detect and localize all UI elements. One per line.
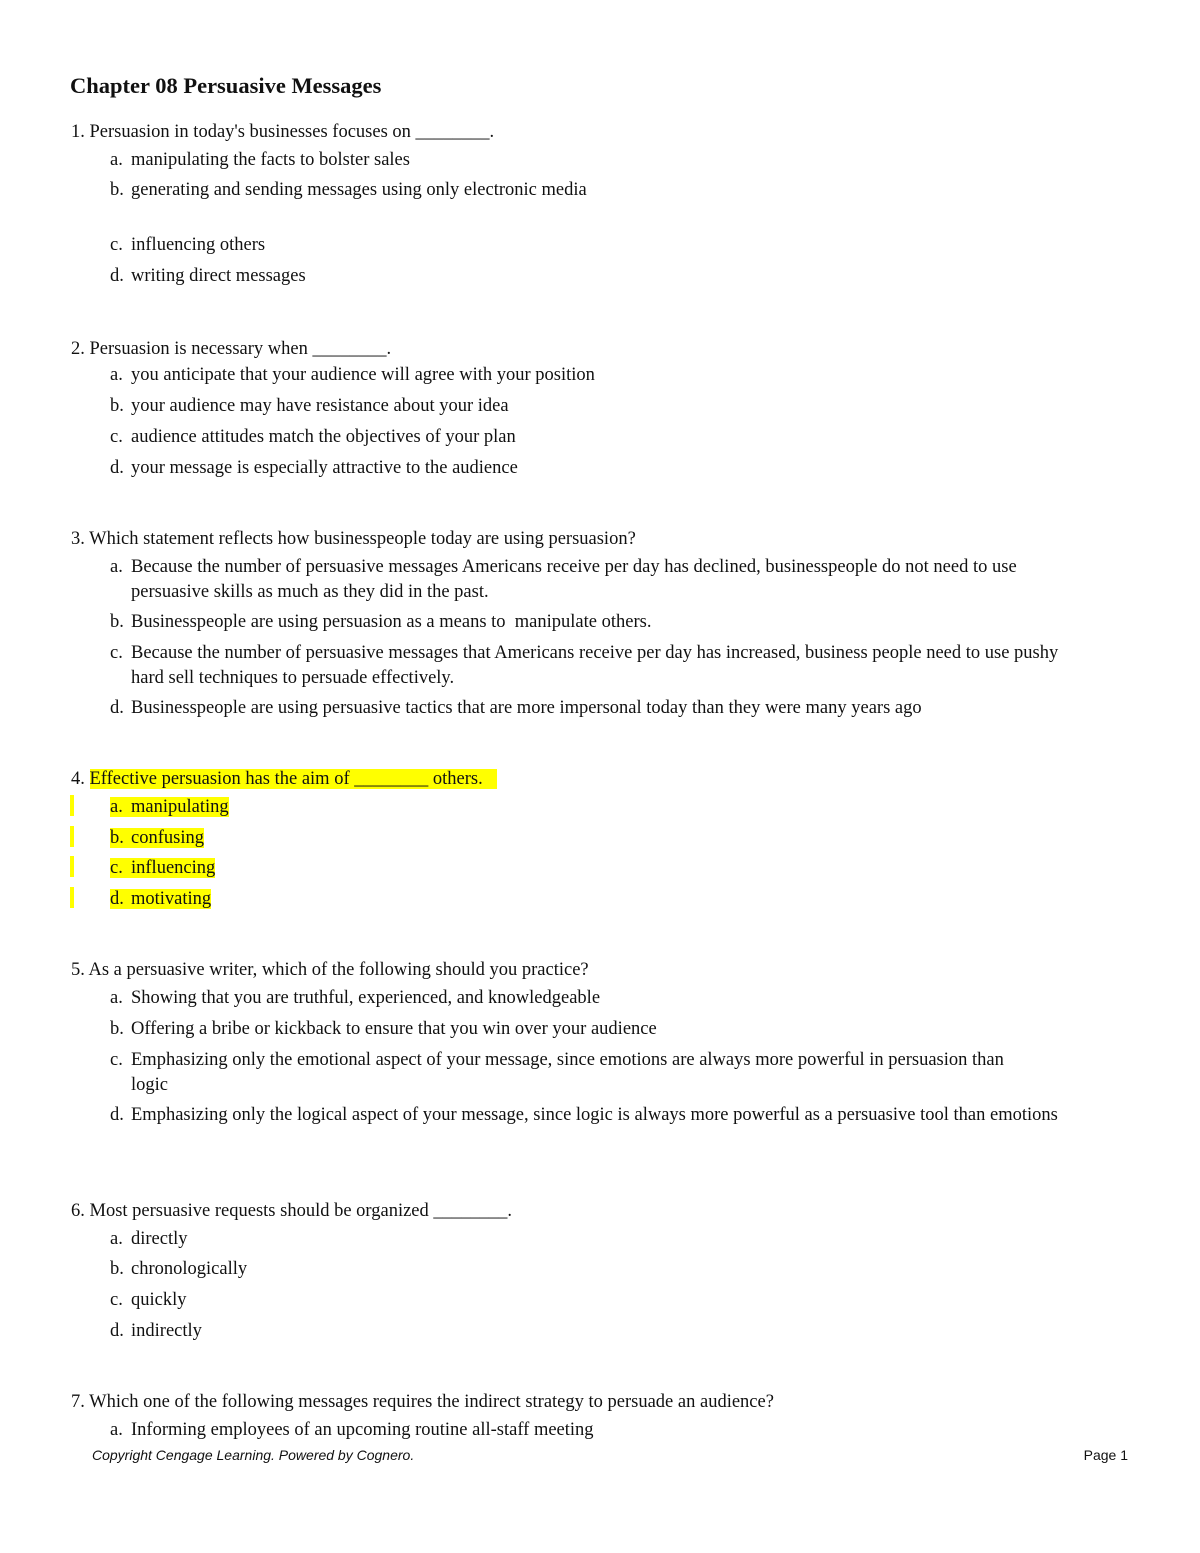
question-2-option-b <box>110 394 1110 419</box>
question-4-option-b <box>110 826 1110 851</box>
option-text: your message is especially attractive to the audience <box>131 458 518 478</box>
question-6-stem: 6. Most persuasive requests should be organized ________. <box>71 1201 513 1221</box>
option-label: b. <box>110 1019 124 1039</box>
option-label: a. <box>110 988 123 1008</box>
question-4-option-c <box>110 856 1110 881</box>
question-4-option-a <box>110 795 1110 820</box>
question-4-option-d <box>110 887 1110 912</box>
option-label: d. <box>110 889 124 909</box>
option-label: a. <box>110 1420 123 1440</box>
question-4-stem <box>71 767 497 791</box>
option-text: writing direct messages <box>131 266 306 286</box>
option-text: confusing <box>131 828 204 848</box>
question-6-option-d <box>110 1319 1110 1344</box>
option-text: audience attitudes match the objectives of your plan <box>131 427 516 447</box>
highlight-bar <box>70 856 74 877</box>
question-5-option-c <box>110 1048 1110 1097</box>
question-5-option-a <box>110 986 1110 1011</box>
question-7-stem: 7. Which one of the following messages requires the indirect strategy to persuade an audience? <box>71 1392 774 1412</box>
question-6-option-a <box>110 1227 1110 1252</box>
option-label: b. <box>110 180 124 200</box>
option-text: Businesspeople are using persuasive tactics that are more impersonal today than they were many years ago <box>131 698 922 718</box>
option-label: b. <box>110 1259 124 1279</box>
option-label: d. <box>110 266 124 286</box>
option-label: d. <box>110 458 124 478</box>
question-5-option-d <box>110 1103 1110 1128</box>
question-6-option-c <box>110 1288 1110 1313</box>
option-label: c. <box>110 1290 123 1310</box>
option-label: b. <box>110 612 124 632</box>
option-text: Showing that you are truthful, experienced, and knowledgeable <box>131 988 601 1008</box>
highlighted-stem: Effective persuasion has the aim of ________ others. <box>90 769 497 789</box>
option-text: manipulating the facts to bolster sales <box>131 150 410 170</box>
option-label: a. <box>110 557 123 577</box>
highlighted-option <box>110 858 215 878</box>
option-label: c. <box>110 427 123 447</box>
question-6-option-b <box>110 1257 1110 1282</box>
option-text: directly <box>131 1229 188 1249</box>
question-3-option-d <box>110 696 1110 721</box>
question-2-option-a <box>110 363 1110 388</box>
highlighted-option <box>110 889 211 909</box>
option-label: a. <box>110 797 123 817</box>
option-text: generating and sending messages using only electronic media <box>131 180 587 200</box>
page-title: Chapter 08 Persuasive Messages <box>70 73 382 98</box>
option-label: c. <box>110 1050 123 1070</box>
question-3-option-a <box>110 555 1110 604</box>
option-label: b. <box>110 396 124 416</box>
question-3-option-c <box>110 641 1110 690</box>
option-label: a. <box>110 365 123 385</box>
option-text: manipulating <box>131 797 229 817</box>
question-2-option-d <box>110 456 1110 481</box>
option-label: c. <box>110 235 123 255</box>
question-3-option-b <box>110 610 1110 635</box>
option-label: d. <box>110 1105 124 1125</box>
question-5-option-b <box>110 1017 1110 1042</box>
option-text: Emphasizing only the emotional aspect of your message, since emotions are always more powerful in persuasion than logic <box>131 1050 1004 1095</box>
option-text: Because the number of persuasive messages that Americans receive per day has increased, business people need to use pushy hard sell techniques to persuade effectively. <box>131 643 1059 688</box>
question-number: 4. <box>71 769 85 789</box>
option-text: chronologically <box>131 1259 248 1279</box>
option-text: your audience may have resistance about your idea <box>131 396 509 416</box>
option-label: a. <box>110 150 123 170</box>
option-text: Informing employees of an upcoming routine all-staff meeting <box>131 1420 594 1440</box>
option-text: Businesspeople are using persuasion as a means to manipulate others. <box>131 612 652 632</box>
question-3-stem: 3. Which statement reflects how businesspeople today are using persuasion? <box>71 529 636 549</box>
option-text: Offering a bribe or kickback to ensure that you win over your audience <box>131 1019 657 1039</box>
highlight-bar <box>70 795 74 816</box>
option-label: d. <box>110 698 124 718</box>
option-text: influencing <box>131 858 216 878</box>
page-number: Page 1 <box>1083 1447 1128 1463</box>
question-1-option-a <box>110 148 1110 173</box>
highlight-bar <box>70 826 74 847</box>
question-2-option-c <box>110 425 1110 450</box>
highlighted-option <box>110 828 204 848</box>
option-text: motivating <box>131 889 212 909</box>
option-text: Because the number of persuasive messages Americans receive per day has declined, businesspeople do not need to use persuasive skills as much as they did in the past. <box>131 557 1017 602</box>
question-7-option-a <box>110 1418 1110 1443</box>
question-5-stem: 5. As a persuasive writer, which of the following should you practice? <box>71 960 589 980</box>
question-1-option-c <box>110 233 1110 258</box>
option-label: d. <box>110 1321 124 1341</box>
option-text: quickly <box>131 1290 187 1310</box>
option-label: c. <box>110 858 123 878</box>
copyright-footer: Copyright Cengage Learning. Powered by Cognero. <box>92 1447 415 1463</box>
option-label: a. <box>110 1229 123 1249</box>
option-text: influencing others <box>131 235 266 255</box>
highlight-bar <box>70 887 74 908</box>
option-text: Emphasizing only the logical aspect of your message, since logic is always more powerful as a persuasive tool than emotions <box>131 1105 1058 1125</box>
question-1-option-b <box>110 178 630 203</box>
question-2-stem: 2. Persuasion is necessary when ________. <box>71 339 392 359</box>
option-text: indirectly <box>131 1321 202 1341</box>
option-label: b. <box>110 828 124 848</box>
highlighted-option <box>110 797 229 817</box>
option-label: c. <box>110 643 123 663</box>
question-1-option-d <box>110 264 1110 289</box>
question-1-stem: 1. Persuasion in today's businesses focuses on ________. <box>71 122 495 142</box>
option-text: you anticipate that your audience will agree with your position <box>131 365 595 385</box>
